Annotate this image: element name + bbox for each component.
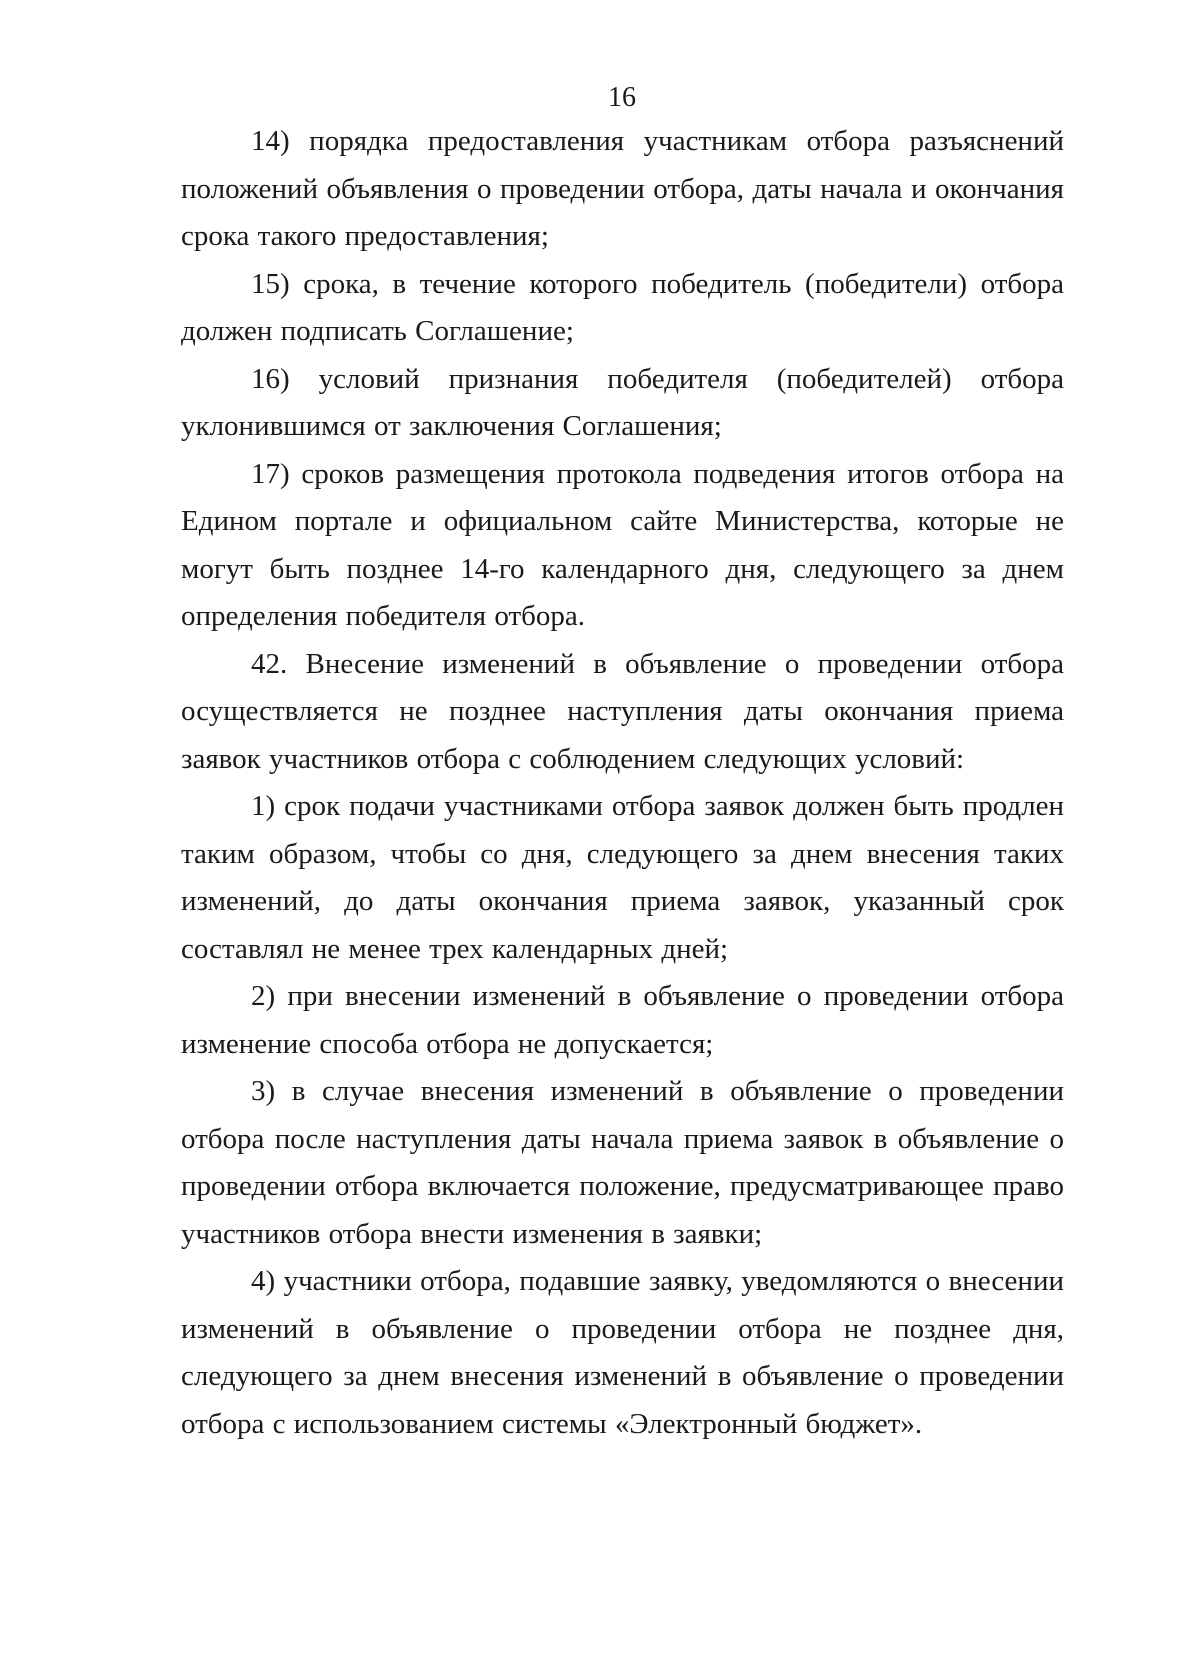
condition-item-1: 1) срок подачи участниками отбора заявок должен быть продлен таким образом, чтобы со дня, следующего за днем внесения таких изменений, до даты окончания приема заявок, указанный срок составлял не менее трех календарных дней; (181, 790, 1064, 965)
condition-item-3: 3) в случае внесения изменений в объявление о проведении отбора после наступления даты начала приема заявок в объявление о проведении отбора включается положение, предусматривающее право участников отбора внести изменения в заявки; (181, 1075, 1064, 1250)
list-item-15: 15) срока, в течение которого победитель (победители) отбора должен подписать Соглашение; (181, 267, 1064, 347)
list-item-16: 16) условий признания победителя (победителей) отбора уклонившимся от заключения Соглашения; (181, 362, 1064, 442)
page-number: 16 (608, 82, 636, 113)
document-body (181, 118, 1064, 1448)
list-item-17: 17) сроков размещения протокола подведения итогов отбора на Едином портале и официальном сайте Министерства, которые не могут быть позднее 14-го календарного дня, следующего за днем определения победителя отбора. (181, 457, 1064, 632)
condition-item-2: 2) при внесении изменений в объявление о проведении отбора изменение способа отбора не допускается; (181, 980, 1064, 1060)
condition-item-4: 4) участники отбора, подавшие заявку, уведомляются о внесении изменений в объявление о проведении отбора не позднее дня, следующего за днем внесения изменений в объявление о проведении отбора с использованием системы «Электронный бюджет». (181, 1265, 1064, 1440)
list-item-14: 14) порядка предоставления участникам отбора разъяснений положений объявления о проведении отбора, даты начала и окончания срока такого предоставления; (181, 125, 1064, 252)
section-42-paragraph: 42. Внесение изменений в объявление о проведении отбора осуществляется не позднее наступления даты окончания приема заявок участников отбора с соблюдением следующих условий: (181, 647, 1064, 775)
